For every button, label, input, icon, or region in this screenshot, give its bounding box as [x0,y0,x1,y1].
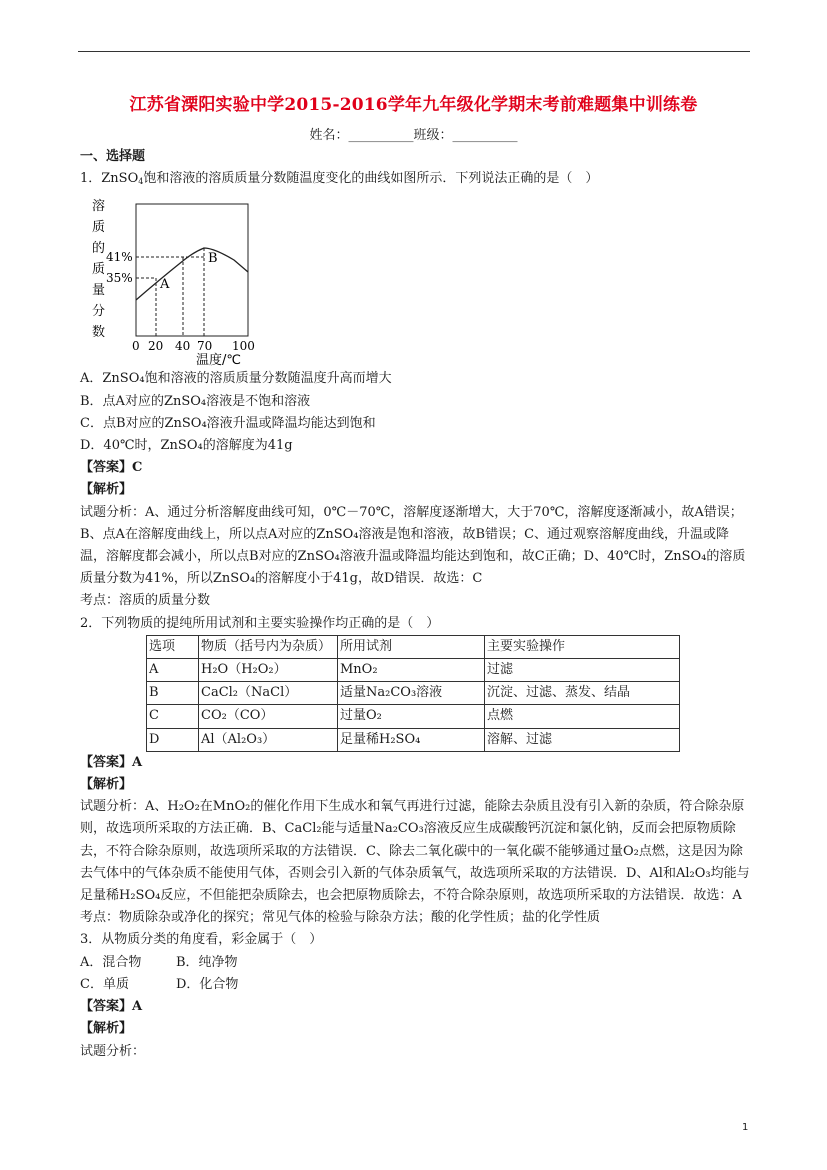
table-header-cell: 所用试剂 [338,635,485,658]
exam-content [80,146,752,1063]
table-header-cell: 物质（括号内为杂质） [199,635,338,658]
q2-analysis: 试题分析：A、H₂O₂在MnO₂的催化作用下生成水和氧气再进行过滤，能除去杂质且没有引入新的杂质，符合除杂原则，故选项所采取的方法正确．B、CaCl₂能与适量Na₂CO₃溶液反应生成碳酸钙沉淀和氯化钠，反而会把原物质除去，不符合除杂原则，故选项所采取的方法错误．C、除去二氧化碳中的一氧化碳不能够通过量O₂点燃，这是因为除去气体中的气体杂质不能使用气体，否则会引入新的气体杂质氧气，故选项所采取的方法错误．D、Al和Al₂O₃均能与足量稀H₂SO₄反应，不但能把杂质除去，也会把原物质除去，不符合除杂原则，故选项所采取的方法错误．故选：A [80,799,750,904]
ylabel-char: 分 [92,304,106,320]
table-cell: 过量O₂ [338,705,485,728]
table-header-cell: 选项 [147,635,199,658]
table-row [147,728,680,751]
table-header-row [147,635,680,658]
solubility-chart-svg [84,196,284,366]
table-row [147,705,680,728]
ylabel-char: 的 [92,241,106,257]
ylabel-char: 量 [92,283,106,299]
table-cell: CO₂（CO） [199,705,338,728]
q1-stem-part2: 饱和溶液的溶质质量分数随温度变化的曲线如图所示．下列说法正确的是（ ） [143,171,599,187]
xtick-100: 100 [232,339,255,354]
header-rule [78,51,750,52]
q1-stem-part1: 1．ZnSO [80,171,139,187]
question-2-stem: 2．下列物质的提纯所用试剂和主要实验操作均正确的是（ ） [80,615,440,631]
question-3-stem: 3．从物质分类的角度看，彩金属于（ ） [80,932,323,948]
table-cell: 沉淀、过滤、蒸发、结晶 [485,682,680,705]
q2-kaodian: 考点：物质除杂或净化的探究；常见气体的检验与除杂方法；酸的化学性质；盐的化学性质 [80,910,601,926]
chart-frame [136,204,248,336]
q1-kaodian: 考点：溶质的质量分数 [80,593,211,609]
table-cell: H₂O（H₂O₂） [199,659,338,682]
xlabel: 温度/℃ [196,353,241,367]
solubility-curve [136,248,248,300]
ylabel-char: 质 [92,262,106,278]
ytick-35: 35% [106,271,133,286]
ylabel-char: 溶 [92,199,106,215]
q3-option-b: B．纯净物 [176,954,238,970]
q1-subscript: 4 [138,177,144,187]
name-class-line: 姓名：__________班级：__________ [309,128,518,143]
table-cell: D [147,728,199,751]
table-cell: MnO₂ [338,659,485,682]
q1-answer: 【答案】C [80,460,143,476]
q3-options-row1 [80,952,752,974]
q3-analysis-label: 【解析】 [80,1021,133,1037]
q3-option-d: D．化合物 [176,976,239,992]
xtick-70: 70 [197,339,213,354]
q3-answer: 【答案】A [80,999,143,1015]
point-a-label: A [160,277,170,293]
table-cell: Al（Al₂O₃） [199,728,338,751]
table-cell: 过滤 [485,659,680,682]
q1-analysis-label: 【解析】 [80,482,133,498]
xtick-0: 0 [132,339,140,354]
table-row [147,682,680,705]
q3-analysis: 试题分析： [80,1043,146,1059]
table-cell: 足量稀H₂SO₄ [338,728,485,751]
q1-option-c: C．点B对应的ZnSO₄溶液升温或降温均能达到饱和 [80,415,376,431]
table-cell: 溶解、过滤 [485,728,680,751]
solubility-chart [84,196,284,366]
q2-analysis-label: 【解析】 [80,777,133,793]
q1-option-d: D．40℃时，ZnSO₄的溶解度为41g [80,438,293,454]
table-cell: 适量Na₂CO₃溶液 [338,682,485,705]
ylabel-char: 数 [92,325,106,341]
page-title: 江苏省溧阳实验中学2015-2016学年九年级化学期末考前难题集中训练卷 [129,95,698,115]
question-1-stem [80,168,752,190]
q1-option-b: B．点A对应的ZnSO₄溶液是不饱和溶液 [80,393,311,409]
q2-answer: 【答案】A [80,754,143,770]
q1-option-a: A．ZnSO₄饱和溶液的溶质质量分数随温度升高而增大 [80,371,392,387]
q3-option-a: A．混合物 [80,954,142,970]
table-cell: A [147,659,199,682]
section-heading: 一、选择题 [80,149,146,164]
ylabel-char: 质 [92,220,106,236]
q3-option-c: C．单质 [80,976,129,992]
table-cell: C [147,705,199,728]
table-cell: B [147,682,199,705]
point-b-label: B [208,251,218,267]
xtick-20: 20 [148,339,164,354]
table-row [147,659,680,682]
q3-options-row2 [80,974,752,996]
q2-table [146,635,680,752]
q1-analysis: 试题分析：A、通过分析溶解度曲线可知，0℃－70℃，溶解度逐渐增大，大于70℃，溶解度逐渐减小，故A错误；B、点A在溶解度曲线上，所以点A对应的ZnSO₄溶液是饱和溶液，故B错误；C、通过观察溶解度曲线，升温或降温，溶解度都会减小，所以点B对应的ZnSO₄溶液升温或降温均能达到饱和，故C正确；D、40℃时，ZnSO₄的溶质质量分数为41%，所以ZnSO₄的溶解度小于41g，故D错误．故选：C [80,504,746,587]
page-number: 1 [742,1122,749,1133]
ytick-41: 41% [106,250,133,265]
table-cell: 点燃 [485,705,680,728]
table-cell: CaCl₂（NaCl） [199,682,338,705]
table-header-cell: 主要实验操作 [485,635,680,658]
xtick-40: 40 [175,339,191,354]
